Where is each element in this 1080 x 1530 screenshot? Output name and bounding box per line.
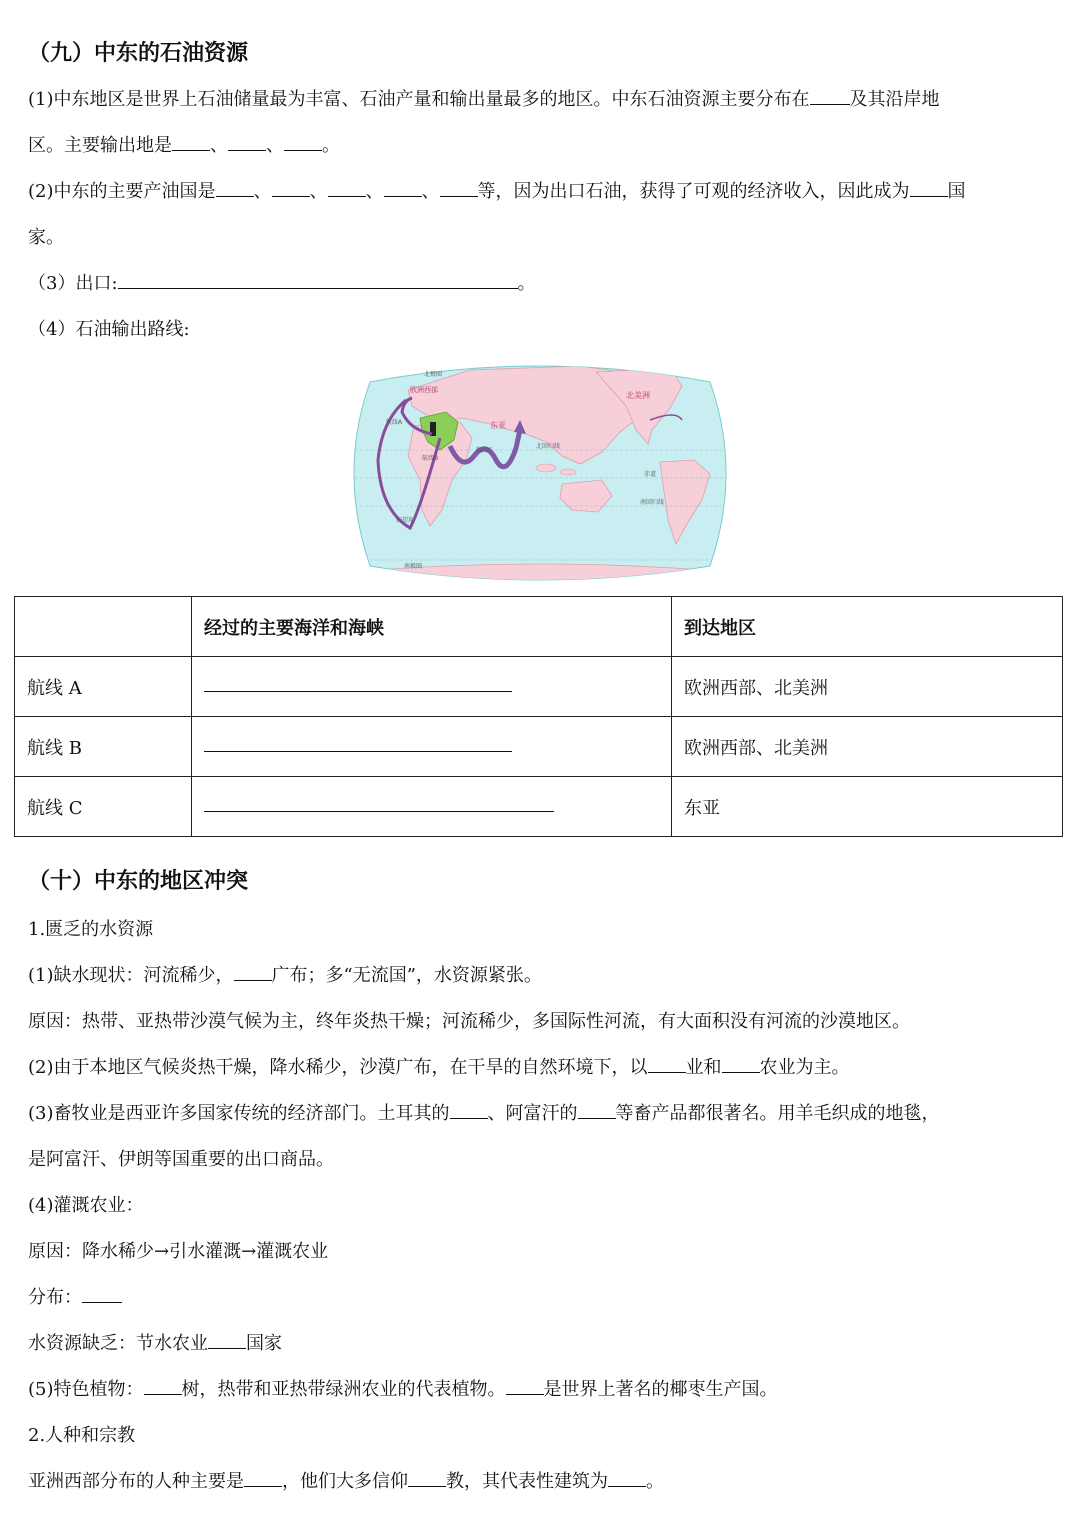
island-shape (536, 464, 556, 472)
blank[interactable] (408, 1470, 446, 1487)
route-name-cell: 航线 B (15, 717, 192, 777)
blank[interactable] (228, 134, 266, 151)
table-row (15, 657, 1063, 717)
line-irrigation-title: (4)灌溉农业： (28, 1195, 144, 1216)
blank[interactable] (234, 964, 272, 981)
blank[interactable] (810, 88, 850, 105)
blank[interactable] (384, 180, 422, 197)
blank[interactable] (578, 1102, 616, 1119)
line-water-saving: 水资源缺乏：节水农业 国家 (28, 1333, 282, 1354)
map-label-equator: 赤道 (644, 471, 657, 478)
table-header-cell: 到达地区 (672, 597, 1063, 657)
blank[interactable] (328, 180, 366, 197)
paragraph-2-line-2: 家。 (28, 227, 64, 248)
blank[interactable] (272, 180, 310, 197)
blank[interactable] (204, 677, 512, 692)
line-plants: (5)特色植物： 树，热带和亚热带绿洲农业的代表植物。 是世界上著名的椰枣生产国。 (28, 1379, 778, 1400)
subsection-1-title: 1.匮乏的水资源 (28, 919, 154, 940)
line-irrigation-distribution: 分布： (28, 1286, 122, 1310)
subsection-2-title: 2.人种和宗教 (28, 1425, 136, 1446)
paragraph-3: （3）出口: 。 (28, 273, 536, 294)
blank[interactable] (118, 272, 518, 289)
line-water-status: (1)缺水现状：河流稀少， 广布；多“无流国”，水资源紧张。 (28, 965, 542, 986)
section-10-title: （十）中东的地区冲突 (28, 869, 249, 894)
line-livestock-2: 是阿富汗、伊朗等国重要的出口商品。 (28, 1149, 334, 1170)
blank[interactable] (204, 737, 512, 752)
map-label-tropic-north: 北回归线 (536, 443, 561, 450)
paragraph-1-line-2: 区。主要输出地是 、 、 。 (28, 135, 340, 156)
map-label-arctic: 北极圈 (424, 371, 443, 378)
table-row (15, 777, 1063, 837)
blank[interactable] (440, 180, 478, 197)
map-label-antarctic: 南极圈 (404, 563, 423, 570)
blank[interactable] (506, 1378, 544, 1395)
line-water-reason: 原因：热带、亚热带沙漠气候为主，终年炎热干燥；河流稀少，多国际性河流，有大面积没有河流的沙漠地区。 (28, 1011, 910, 1032)
paragraph-1-line-1: (1)中东地区是世界上石油储量最为丰富、石油产量和输出量最多的地区。中东石油资源主要分布在 及其沿岸地 (28, 89, 940, 110)
route-destination-cell: 欧洲西部、北美洲 (672, 657, 1063, 717)
route-destination-cell: 东亚 (672, 777, 1063, 837)
blank[interactable] (722, 1056, 760, 1073)
blank[interactable] (648, 1056, 686, 1073)
map-label-europe-west: 欧洲西部 (410, 386, 438, 394)
blank[interactable] (284, 134, 322, 151)
map-label-route-b: 航线B (422, 455, 439, 462)
map-label-tropic-south: 南回归线 (640, 499, 665, 506)
blank[interactable] (450, 1102, 488, 1119)
table-header-row (15, 597, 1063, 657)
table-row (15, 717, 1063, 777)
paragraph-4: （4）石油输出路线: (28, 319, 190, 340)
blank[interactable] (244, 1470, 282, 1487)
map-label-east-asia: 东亚 (490, 421, 506, 430)
blank[interactable] (910, 180, 948, 197)
blank[interactable] (82, 1286, 122, 1303)
route-answer-cell (192, 717, 672, 777)
line-irrigation-reason: 原因：降水稀少→引水灌溉→灌溉农业 (28, 1241, 329, 1262)
map-label-route-a: 航线A (386, 419, 403, 426)
blank[interactable] (144, 1378, 182, 1395)
table-header-cell: 经过的主要海洋和海峡 (192, 597, 672, 657)
map-label-north-america: 北美洲 (626, 391, 650, 400)
map-label-cape: 好望角 (396, 517, 415, 524)
section-9-title: （九）中东的石油资源 (28, 41, 249, 66)
routes-table (14, 596, 1063, 837)
island-shape (560, 469, 576, 475)
blank[interactable] (216, 180, 254, 197)
line-agriculture: (2)由于本地区气候炎热干燥，降水稀少，沙漠广布，在干旱的自然环境下，以 业和 农业为主。 (28, 1057, 850, 1078)
route-name-cell: 航线 A (15, 657, 192, 717)
route-answer-cell (192, 657, 672, 717)
blank[interactable] (608, 1470, 646, 1487)
blank[interactable] (208, 1332, 246, 1349)
line-race-religion: 亚洲西部分布的人种主要是 ，他们大多信仰 教，其代表性建筑为 。 (28, 1471, 664, 1492)
paragraph-2-line-1: (2)中东的主要产油国是 、 、 、 、 等，因为出口石油，获得了可观的经济收入，因此成为 国 (28, 181, 966, 202)
map-label-route-c: 航线C (476, 447, 493, 454)
table-header-cell (15, 597, 192, 657)
oil-route-map (350, 360, 730, 585)
route-answer-cell (192, 777, 672, 837)
blank[interactable] (172, 134, 210, 151)
route-destination-cell: 欧洲西部、北美洲 (672, 717, 1063, 777)
line-livestock-1: (3)畜牧业是西亚许多国家传统的经济部门。土耳其的 、阿富汗的 等畜产品都很著名。用羊毛织成的地毯， (28, 1103, 940, 1124)
route-name-cell: 航线 C (15, 777, 192, 837)
blank[interactable] (204, 797, 554, 812)
